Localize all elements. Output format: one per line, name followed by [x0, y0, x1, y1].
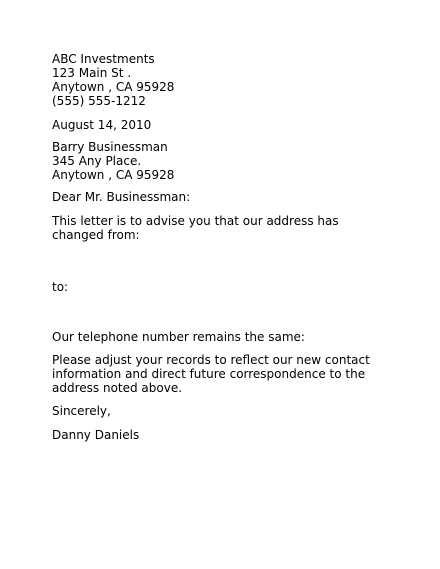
sender-address [52, 52, 392, 108]
salutation-text: Dear Mr. Businessman: [52, 190, 191, 204]
sender-city: Anytown , CA 95928 [52, 80, 175, 94]
paragraph-address-change [52, 214, 392, 242]
signature-text: Danny Daniels [52, 428, 140, 442]
to-label-text: to: [52, 280, 69, 294]
to-label [52, 280, 392, 294]
paragraph-telephone-text: Our telephone number remains the same: [52, 330, 305, 344]
letter-date [52, 118, 392, 132]
recipient-city: Anytown , CA 95928 [52, 168, 175, 182]
sender-name: ABC Investments [52, 52, 155, 66]
paragraph-address-change-text: This letter is to advise you that our address has changed from: [52, 214, 339, 242]
recipient-street: 345 Any Place. [52, 154, 142, 168]
closing-text: Sincerely, [52, 404, 111, 418]
signature [52, 428, 392, 442]
closing [52, 404, 392, 418]
paragraph-adjust-records [52, 353, 372, 395]
date-text: August 14, 2010 [52, 118, 152, 132]
recipient-address [52, 140, 392, 182]
paragraph-telephone [52, 330, 392, 344]
salutation [52, 190, 392, 204]
sender-phone: (555) 555-1212 [52, 94, 146, 108]
recipient-name: Barry Businessman [52, 140, 168, 154]
paragraph-adjust-records-text: Please adjust your records to reflect our new contact information and direct future correspondence to the address noted above. [52, 353, 370, 395]
sender-street: 123 Main St . [52, 66, 132, 80]
